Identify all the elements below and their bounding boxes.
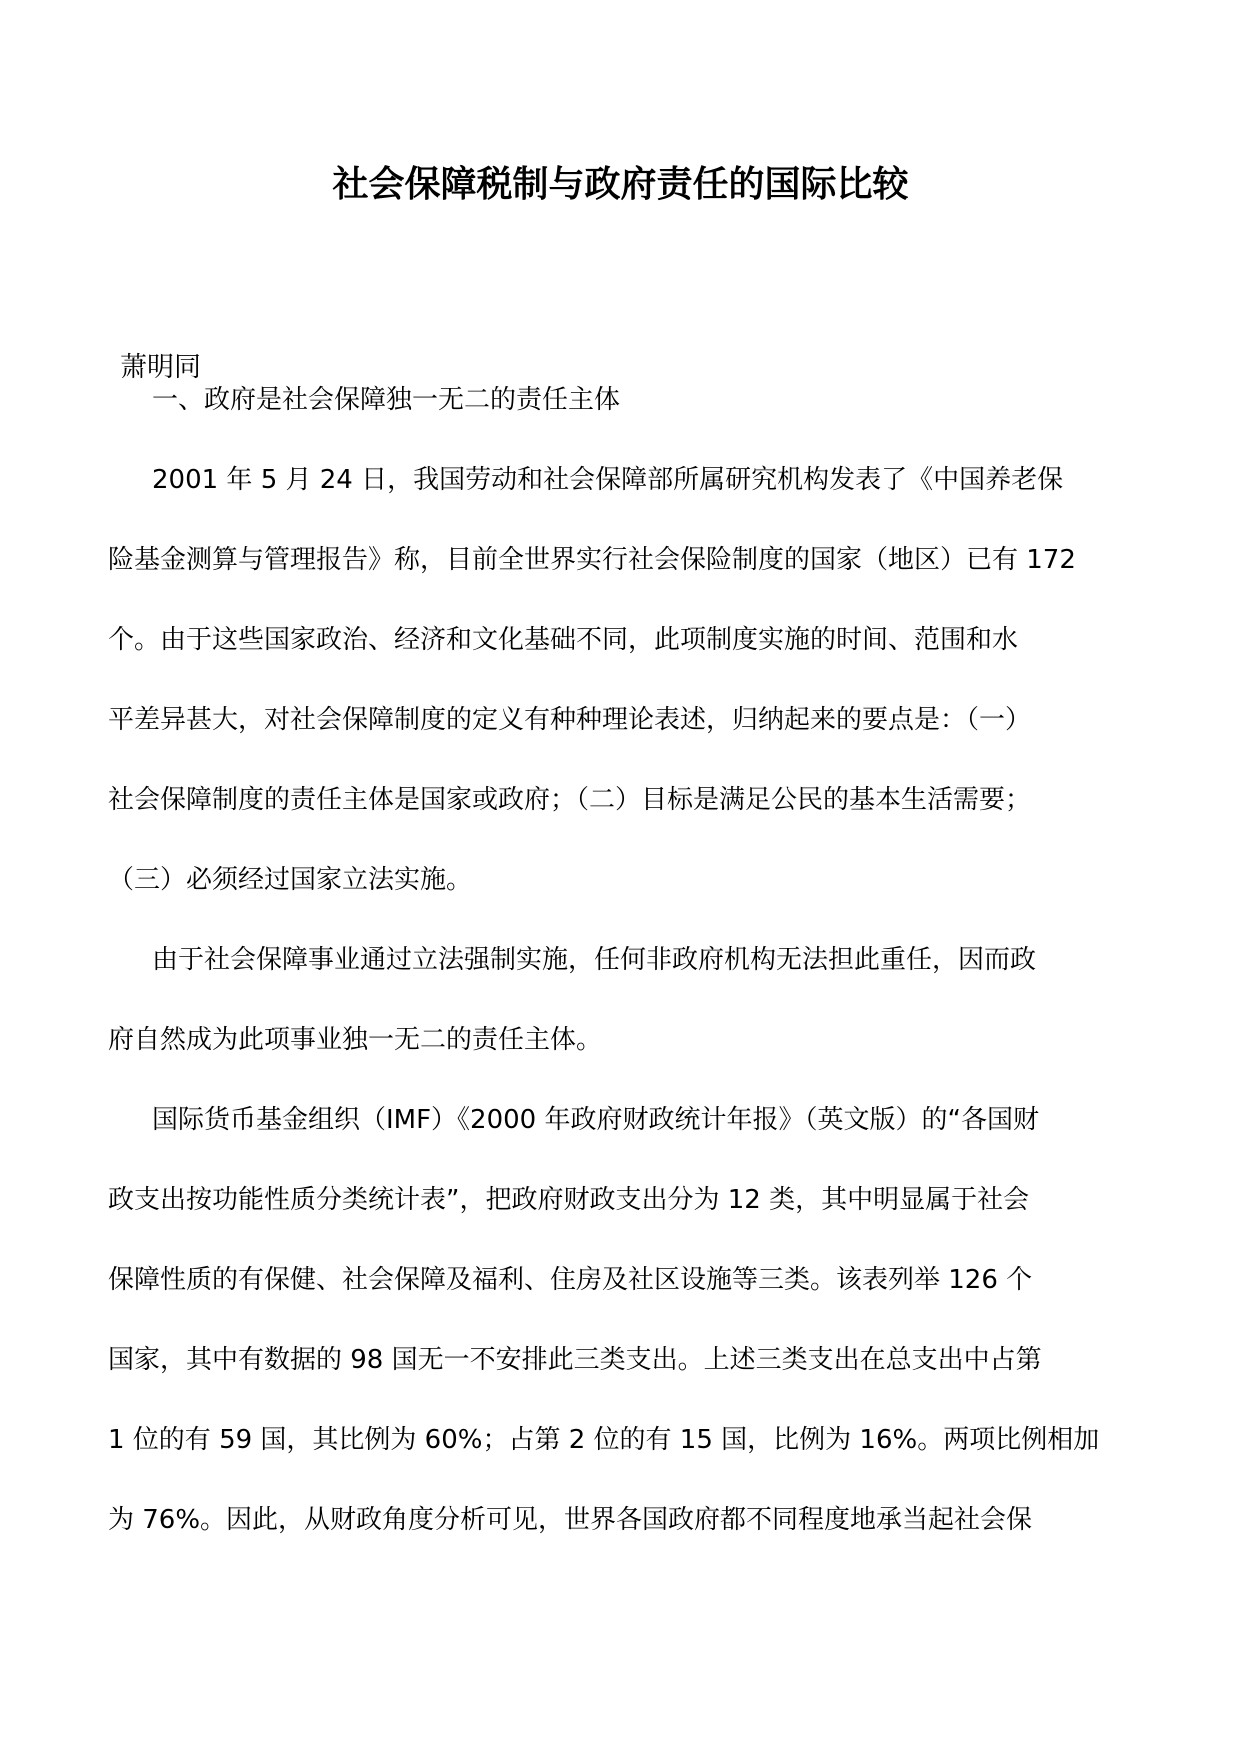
paragraph-line: 平差异甚大，对社会保障制度的定义有种种理论表述，归纳起来的要点是：（一） <box>108 705 1032 735</box>
paragraph-line: 由于社会保障事业通过立法强制实施，任何非政府机构无法担此重任，因而政 <box>152 945 1037 975</box>
paragraph-line: 保障性质的有保健、社会保障及福利、住房及社区设施等三类。该表列举 126 个 <box>108 1265 1033 1295</box>
paragraph-line: 国际货币基金组织（IMF）《2000 年政府财政统计年报》（英文版）的“各国财 <box>152 1105 1039 1135</box>
paragraph-line: 政支出按功能性质分类统计表”，把政府财政支出分为 12 类，其中明显属于社会 <box>108 1185 1030 1215</box>
paragraph-line: 国家，其中有数据的 98 国无一不安排此三类支出。上述三类支出在总支出中占第 <box>108 1345 1042 1375</box>
paragraph-line: 1 位的有 59 国，其比例为 60%；占第 2 位的有 15 国，比例为 16%。两项比例相加 <box>108 1425 1100 1455</box>
author-name: 萧明同 <box>120 352 201 383</box>
paragraph-line: 为 76%。因此，从财政角度分析可见，世界各国政府都不同程度地承当起社会保 <box>108 1505 1033 1535</box>
document-body <box>108 360 1138 1560</box>
paragraph-line: 个。由于这些国家政治、经济和文化基础不同，此项制度实施的时间、范围和水 <box>108 625 1019 655</box>
paragraph-line: 社会保障制度的责任主体是国家或政府；（二）目标是满足公民的基本生活需要； <box>108 785 1032 815</box>
section-heading: 一、政府是社会保障独一无二的责任主体 <box>152 385 621 415</box>
paragraph-line: 府自然成为此项事业独一无二的责任主体。 <box>108 1025 603 1055</box>
paragraph-line: （三）必须经过国家立法实施。 <box>108 865 473 895</box>
document-title: 社会保障税制与政府责任的国际比较 <box>332 163 909 205</box>
paragraph-line: 险基金测算与管理报告》称，目前全世界实行社会保险制度的国家（地区）已有 172 <box>108 545 1076 575</box>
paragraph-line: 2001 年 5 月 24 日，我国劳动和社会保障部所属研究机构发表了《中国养老保 <box>152 465 1064 495</box>
